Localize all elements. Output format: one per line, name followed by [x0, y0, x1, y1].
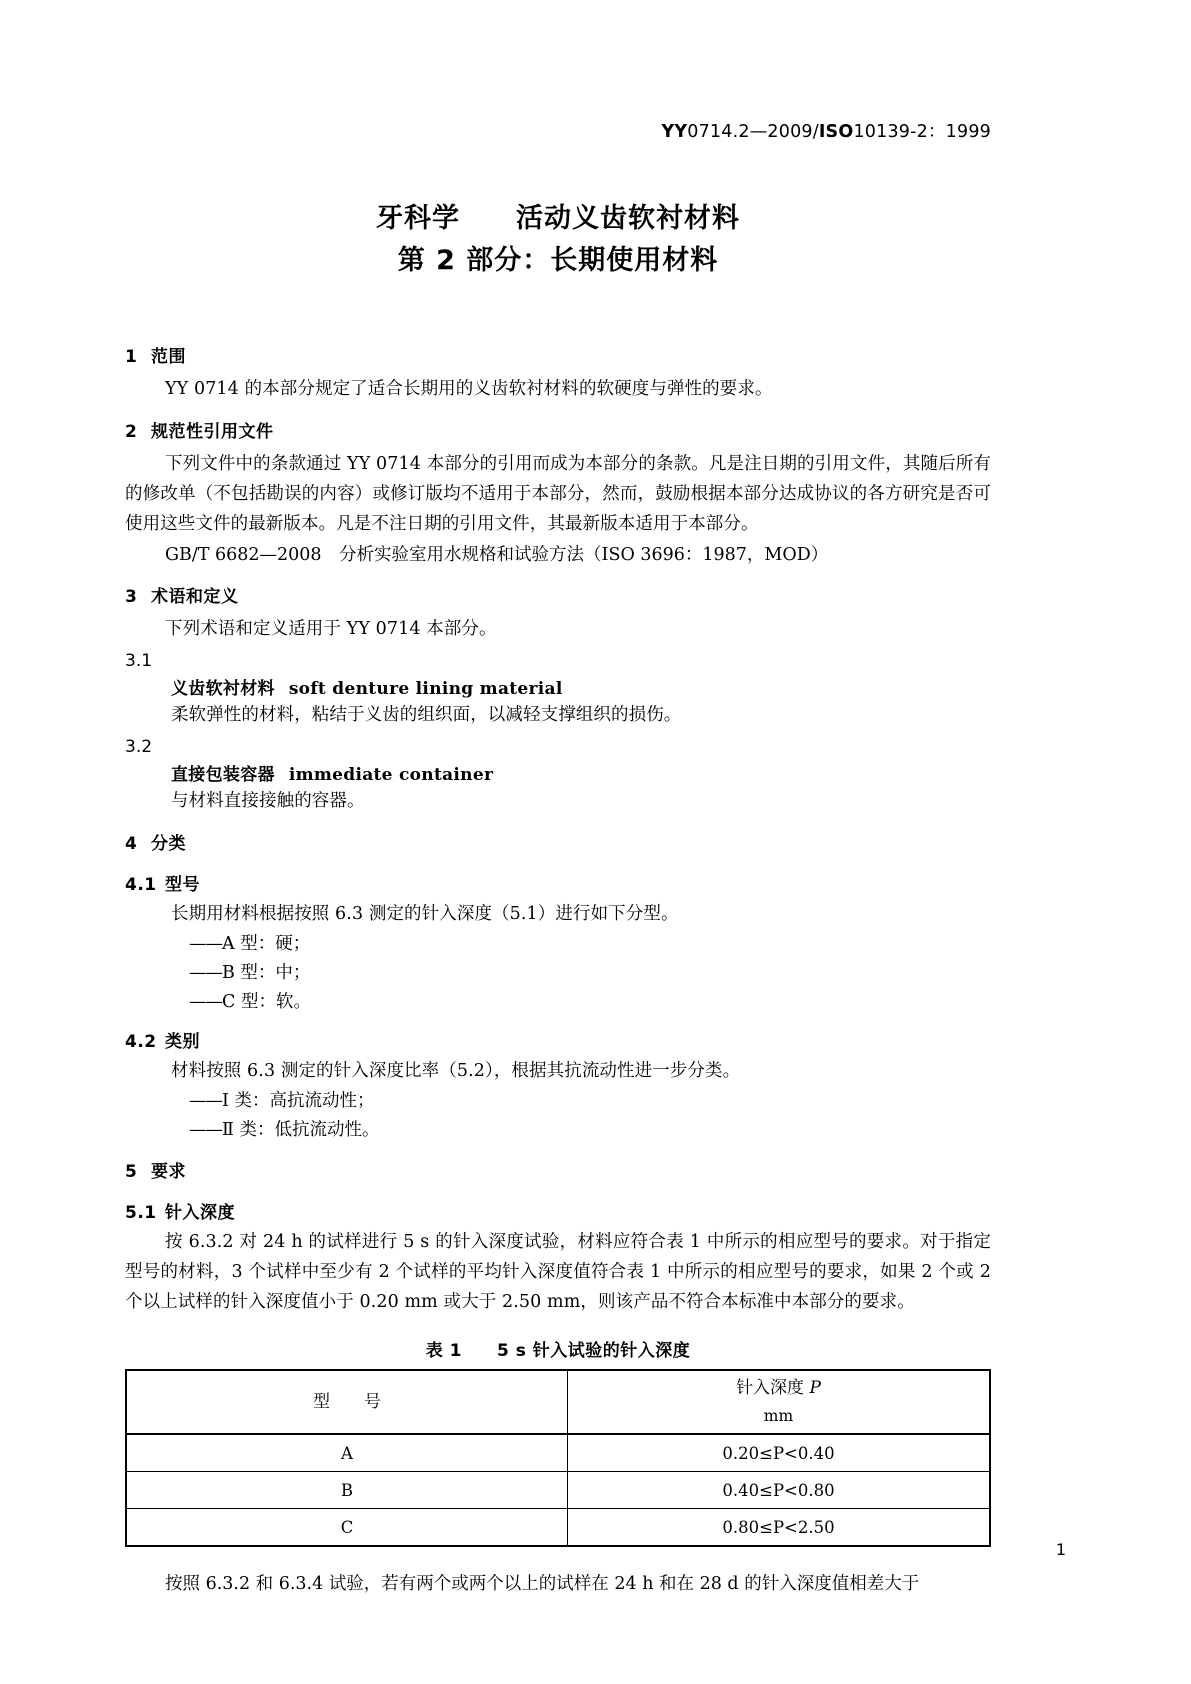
subclause-4-2-number: 4.2 [125, 1032, 157, 1052]
table-1-caption: 表 1 5 s 针入试验的针入深度 [425, 1341, 691, 1361]
term-3-1-en: soft denture lining material [288, 679, 563, 699]
list-item-label: B 型：中； [222, 963, 311, 983]
subclause-5-1-number: 5.1 [125, 1203, 157, 1223]
running-header [125, 118, 991, 143]
table-header-cell-penetration [568, 1370, 991, 1434]
table-cell-type: B [126, 1472, 568, 1509]
table-row [126, 1509, 990, 1547]
list-item-label: A 型：硬； [222, 934, 311, 954]
table-header-row [126, 1370, 990, 1434]
clause-3-title: 术语和定义 [151, 587, 239, 607]
table-header-unit: mm [763, 1407, 794, 1425]
subclause-5-1-paragraph: 按 6.3.2 对 24 h 的试样进行 5 s 的针入深度试验，材料应符合表 1 中所示的相应型号的要求。对于指定型号的材料，3 个试样中至少有 2 个试样的平均针入深度值符合表 1 中所示的相应型号的要求，如果 2 个或 2 个以上试样的针入深度值小于 0.20 mm 或大于 2.50 mm，则该产品不符合本标准中本部分的要求。 [125, 1232, 991, 1312]
clause-4-title: 分类 [151, 834, 186, 854]
list-item-label: Ⅰ 类：高抗流动性； [222, 1091, 375, 1111]
table-row [126, 1434, 990, 1472]
clause-2-number: 2 [125, 422, 138, 442]
term-3-1-number: 3.1 [125, 651, 153, 671]
clause-3-number: 3 [125, 587, 138, 607]
clause-5-number: 5 [125, 1162, 138, 1182]
list-item [125, 1116, 991, 1145]
dash-marker: —— [189, 1120, 222, 1140]
list-item [125, 1087, 991, 1116]
document-body [125, 330, 991, 1599]
list-item-label: C 型：软。 [222, 992, 311, 1012]
subclause-4-2-heading [125, 1017, 991, 1055]
term-3-2-cn: 直接包装容器 [171, 765, 275, 785]
subclause-4-1-paragraph: 长期用材料根据按照 6.3 测定的针入深度（5.1）进行如下分型。 [171, 904, 679, 924]
title-line-1: 牙科学 活动义齿软衬材料 [376, 203, 740, 234]
normative-reference-item: GB/T 6682—2008 分析实验室用水规格和试验方法（ISO 3696：1987，MOD） [165, 545, 829, 565]
term-3-1-cn: 义齿软衬材料 [171, 679, 275, 699]
term-3-1-definition: 柔软弹性的材料，粘结于义齿的组织面，以减轻支撑组织的损伤。 [171, 705, 682, 725]
table-cell-range: 0.80≤P<2.50 [568, 1509, 991, 1547]
title-line-2: 第 2 部分：长期使用材料 [397, 245, 719, 276]
table-cell-type: A [126, 1434, 568, 1472]
penetration-symbol: P [809, 1378, 821, 1398]
clause-4-number: 4 [125, 834, 138, 854]
subclause-4-2-title: 类别 [165, 1032, 200, 1052]
clause-2-heading [125, 405, 991, 448]
clause-1-heading [125, 330, 991, 373]
clause-3-paragraph: 下列术语和定义适用于 YY 0714 本部分。 [165, 619, 497, 639]
dash-marker: —— [189, 934, 222, 954]
clause-5-title: 要求 [151, 1162, 186, 1182]
table-cell-range: 0.20≤P<0.40 [568, 1434, 991, 1472]
clause-2-title: 规范性引用文件 [151, 422, 274, 442]
subclause-4-1-number: 4.1 [125, 875, 157, 895]
penetration-text: 针入深度 [736, 1378, 810, 1398]
clause-1-paragraph: YY 0714 的本部分规定了适合长期用的义齿软衬材料的软硬度与弹性的要求。 [165, 379, 773, 399]
dash-marker: —— [189, 1091, 222, 1111]
clause-1-number: 1 [125, 347, 138, 367]
subclause-5-1-heading [125, 1188, 991, 1226]
table-cell-type: C [126, 1509, 568, 1547]
table-header-cell-type: 型 号 [126, 1370, 568, 1434]
list-item [125, 959, 991, 988]
table-cell-range: 0.40≤P<0.80 [568, 1472, 991, 1509]
header-standard-number: 0714.2—2009/ [687, 122, 819, 142]
document-title [125, 198, 991, 282]
table-1 [125, 1369, 991, 1547]
clause-2-paragraph: 下列文件中的条款通过 YY 0714 本部分的引用而成为本部分的条款。凡是注日期的引用文件，其随后所有的修改单（不包括勘误的内容）或修订版均不适用于本部分，然而，鼓励根据本部分达成协议的各方研究是否可使用这些文件的最新版本。凡是不注日期的引用文件，其最新版本适用于本部分。 [125, 454, 991, 534]
term-3-2-number: 3.2 [125, 737, 153, 757]
clause-1-title: 范围 [151, 347, 186, 367]
header-iso-prefix: ISO [818, 122, 854, 142]
list-item [125, 930, 991, 959]
dash-marker: —— [189, 963, 222, 983]
table-header-penetration-label [736, 1378, 821, 1398]
term-3-2-en: immediate container [288, 765, 494, 785]
header-standard-prefix: YY [661, 122, 688, 142]
list-item-label: Ⅱ 类：低抗流动性。 [222, 1120, 380, 1140]
subclause-5-1-title: 针入深度 [165, 1203, 235, 1223]
clause-4-heading [125, 817, 991, 860]
term-3-2-heading [125, 757, 991, 785]
clause-3-heading [125, 570, 991, 613]
clause-5-heading [125, 1145, 991, 1188]
term-3-2-definition: 与材料直接接触的容器。 [171, 791, 365, 811]
header-iso-number: 10139-2：1999 [853, 122, 991, 142]
table-row [126, 1472, 990, 1509]
term-3-1-heading [125, 671, 991, 699]
list-item [125, 988, 991, 1017]
subclause-4-1-heading [125, 860, 991, 898]
page-number: 1 [1055, 1540, 1066, 1559]
subclause-4-1-title: 型号 [165, 875, 200, 895]
subclause-4-2-paragraph: 材料按照 6.3 测定的针入深度比率（5.2），根据其抗流动性进一步分类。 [171, 1061, 741, 1081]
dash-marker: —— [189, 992, 222, 1012]
subclause-5-1-continuation: 按照 6.3.2 和 6.3.4 试验，若有两个或两个以上的试样在 24 h 和在 28 d 的针入深度值相差大于 [165, 1574, 920, 1594]
